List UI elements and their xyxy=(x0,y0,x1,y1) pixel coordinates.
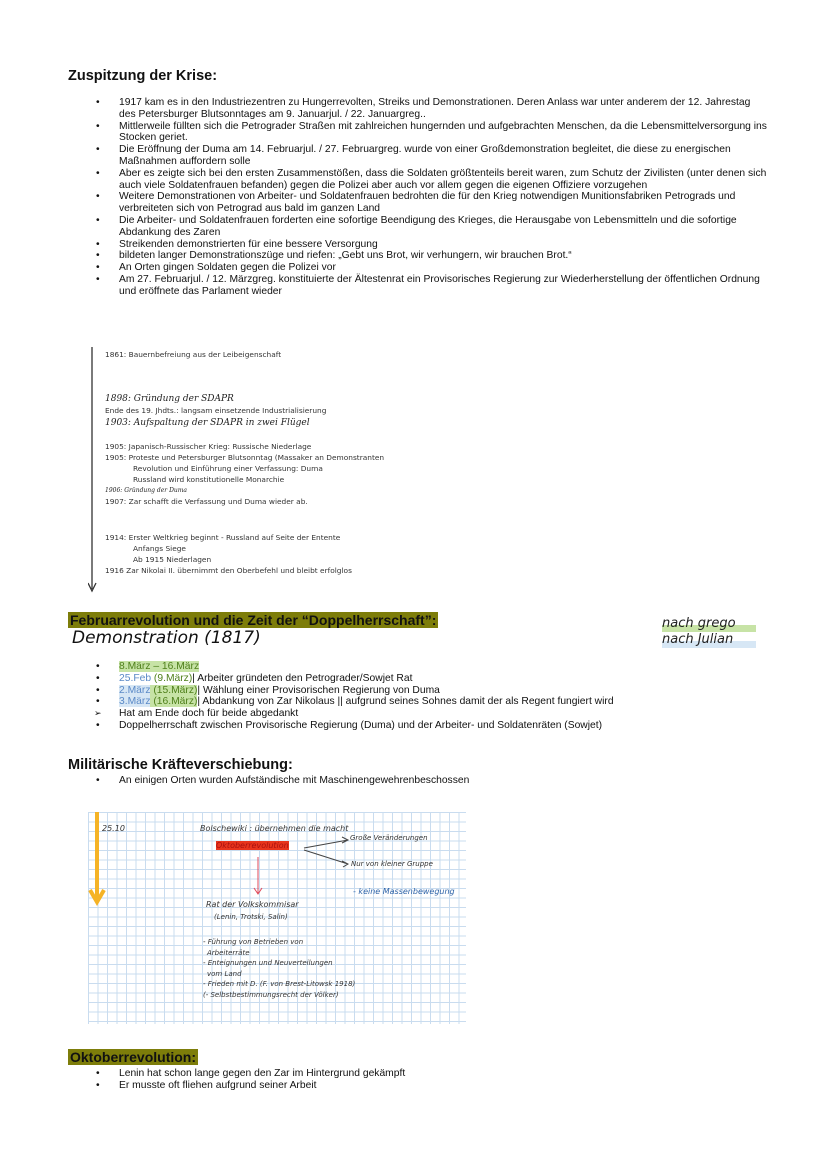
gregorian-date: (15.März) xyxy=(150,684,198,696)
timeline-item: Russland wird konstitutionelle Monarchie xyxy=(133,475,285,484)
sketch-date: 25.10 xyxy=(102,824,125,833)
heading-zuspitzung: Zuspitzung der Krise: xyxy=(68,68,218,84)
list-item: • Die Eröffnung der Duma am 14. Februarjul. / 27. Februargreg. wurde von einer Großdemonstration begleitet, die diese zu energischen Maßnahmen auffordern solle xyxy=(89,144,769,168)
krise-list xyxy=(89,97,769,298)
timeline-item: 1906: Gründung der Duma xyxy=(105,487,188,494)
gregorian-date: (16.März) xyxy=(150,696,198,708)
list-item: • bildeten langer Demonstrationszüge und riefen: „Gebt uns Brot, wir verhungern, wir brauchen Brot.“ xyxy=(89,250,769,262)
sketch-grosse: Große Veränderungen xyxy=(350,834,428,842)
militaer-list xyxy=(89,775,789,787)
item-text: | Abdankung von Zar Nikolaus || aufgrund seines Sohnes damit der als Regent fungiert wird xyxy=(197,696,614,708)
sketch-list-item: vom Land xyxy=(207,969,242,978)
list-item: • Streikenden demonstrierten für eine bessere Versorgung xyxy=(89,239,769,251)
timeline-item: 1861: Bauernbefreiung aus der Leibeigenschaft xyxy=(105,350,282,359)
list-item: ➢ Hat am Ende doch für beide abgedankt xyxy=(89,708,789,720)
sketch-list-item: (- Selbstbestimmungsrecht der Völker) xyxy=(203,990,339,999)
timeline-item: Anfangs Siege xyxy=(133,544,186,553)
sketch-list-item: - Enteignungen und Neuverteilungen xyxy=(203,959,333,967)
list-item: • An Orten gingen Soldaten gegen die Polizei vor xyxy=(89,262,769,274)
sketch-list xyxy=(203,937,355,1000)
heading-text: Oktoberrevolution: xyxy=(70,1049,197,1065)
list-item: • Lenin hat schon lange gegen den Zar im Hintergrund gekämpft xyxy=(89,1068,789,1080)
sketch-klein: Nur von kleiner Gruppe xyxy=(351,860,433,868)
heading-militaerisch: Militärische Kräfteverschiebung: xyxy=(68,757,293,773)
list-item: • Aber es zeigte sich bei den ersten Zusammenstößen, dass die Soldaten größtenteils bereit waren, zum Schutz der Zivilisten (unter denen sich auch viele Soldatenfrauen befanden) gegen die Polizei aber auch vor allem gegen die eigenen Offiziere vorzugehen xyxy=(89,168,769,192)
sketch-masse: - keine Massenbewegung xyxy=(353,887,455,896)
heading-text: Februarrevolution und die Zeit der “Doppelherrschaft”: xyxy=(70,612,437,628)
timeline-item: Revolution und Einführung einer Verfassung: Duma xyxy=(133,464,323,473)
timeline-item: 1905: Japanisch-Russischer Krieg: Russische Niederlage xyxy=(105,442,312,451)
oktober-list xyxy=(89,1068,789,1092)
list-item: • Die Arbeiter- und Soldatenfrauen forderten eine sofortige Beendigung des Krieges, die Herausgabe von Lebensmitteln und die sofortige Abdankung des Zaren xyxy=(89,215,769,239)
list-item: • 1917 kam es in den Industriezentren zu Hungerrevolten, Streiks und Demonstrationen. Deren Anlass war unter anderem der 12. Jahrestag des Petersburger Blutsonntages am 9. Januarjul. / 22. Januargreg.. xyxy=(89,97,769,121)
februar-list xyxy=(89,661,789,732)
timeline-item: 1907: Zar schafft die Verfassung und Duma wieder ab. xyxy=(105,497,308,506)
legend-gregorian: nach grego xyxy=(662,616,756,632)
sketch-names: (Lenin, Trotski, Salin) xyxy=(214,913,288,921)
timeline-item: Ende des 19. Jhdts.: langsam einsetzende Industrialisierung xyxy=(105,406,327,415)
date-legend xyxy=(662,616,756,648)
timeline-item: Ab 1915 Niederlagen xyxy=(133,555,212,564)
item-text: | Arbeiter gründeten den Petrograder/Sowjet Rat xyxy=(192,672,413,684)
item-text: | Wählung einer Provisorischen Regierung von Duma xyxy=(197,684,440,696)
sketch-list-item: Arbeiterräte xyxy=(207,948,250,957)
sketch-bolschewiki: Bolschewiki : übernehmen die macht xyxy=(200,824,349,833)
list-item xyxy=(89,696,789,708)
timeline-item: 1914: Erster Weltkrieg beginnt - Russland auf Seite der Entente xyxy=(105,533,341,542)
timeline xyxy=(88,345,443,593)
list-item: • Weitere Demonstrationen von Arbeiter- und Soldatenfrauen bedrohten die für den Krieg notwendigen Munitionsfabriken Petrograds und verbreiteten sich von Petrograd aus bald im ganzen Land xyxy=(89,191,769,215)
heading-oktoberrevolution xyxy=(68,1049,198,1065)
sketch-list-item: - Führung von Betrieben von xyxy=(203,938,304,946)
list-item: • Er musste oft fliehen aufgrund seiner Arbeit xyxy=(89,1080,789,1092)
heading-februarrevolution xyxy=(68,612,438,628)
handwritten-sketch xyxy=(88,812,466,1024)
sketch-list-item: - Frieden mit D. (F. von Brest-Litowsk 1918) xyxy=(203,980,356,988)
julian-date: 25.Feb xyxy=(119,672,152,684)
list-item xyxy=(89,685,789,697)
gregorian-date: (9.März) xyxy=(151,672,193,684)
date-range: 8.März – 16.März xyxy=(119,661,200,672)
timeline-item: 1898: Gründung der SDAPR xyxy=(105,394,234,404)
sketch-rat: Rat der Volkskommisar xyxy=(206,900,299,909)
list-item: • Mittlerweile füllten sich die Petrograder Straßen mit zahlreichen hungernden und aufgebrachten Menschen, da die Lebensmittelversorgung ins Stocken geriet. xyxy=(89,121,769,145)
handwritten-demonstration: Demonstration (1817) xyxy=(72,628,261,648)
list-item: • Am 27. Februarjul. / 12. Märzgreg. konstituierte der Ältestenrat ein Provisorisches Regierung zur Wiederherstellung der öffentlichen Ordnung und eröffnete das Parlament wieder xyxy=(89,274,769,298)
legend-julian: nach Julian xyxy=(662,632,756,648)
timeline-item: 1905: Proteste und Petersburger Blutsonntag (Massaker an Demonstranten xyxy=(105,453,385,462)
list-item: • Doppelherrschaft zwischen Provisorische Regierung (Duma) und der Arbeiter- und Soldatenräten (Sowjet) xyxy=(89,720,789,732)
list-item: • An einigen Orten wurden Aufständische mit Maschinengewehrenbeschossen xyxy=(89,775,789,787)
julian-date: 3.März xyxy=(119,696,151,708)
timeline-arrow-icon xyxy=(88,345,98,593)
sketch-oktoberrevolution: Oktoberrevolution xyxy=(216,841,289,850)
timeline-item: 1916 Zar Nikolai II. übernimmt den Oberbefehl und bleibt erfolglos xyxy=(105,566,352,575)
arrows-icon xyxy=(298,834,358,874)
list-item xyxy=(89,673,789,685)
julian-date: 2.März xyxy=(119,684,151,696)
list-item xyxy=(89,661,789,673)
down-arrow-icon xyxy=(253,857,263,897)
timeline-item: 1903: Aufspaltung der SDAPR in zwei Flügel xyxy=(105,418,310,428)
